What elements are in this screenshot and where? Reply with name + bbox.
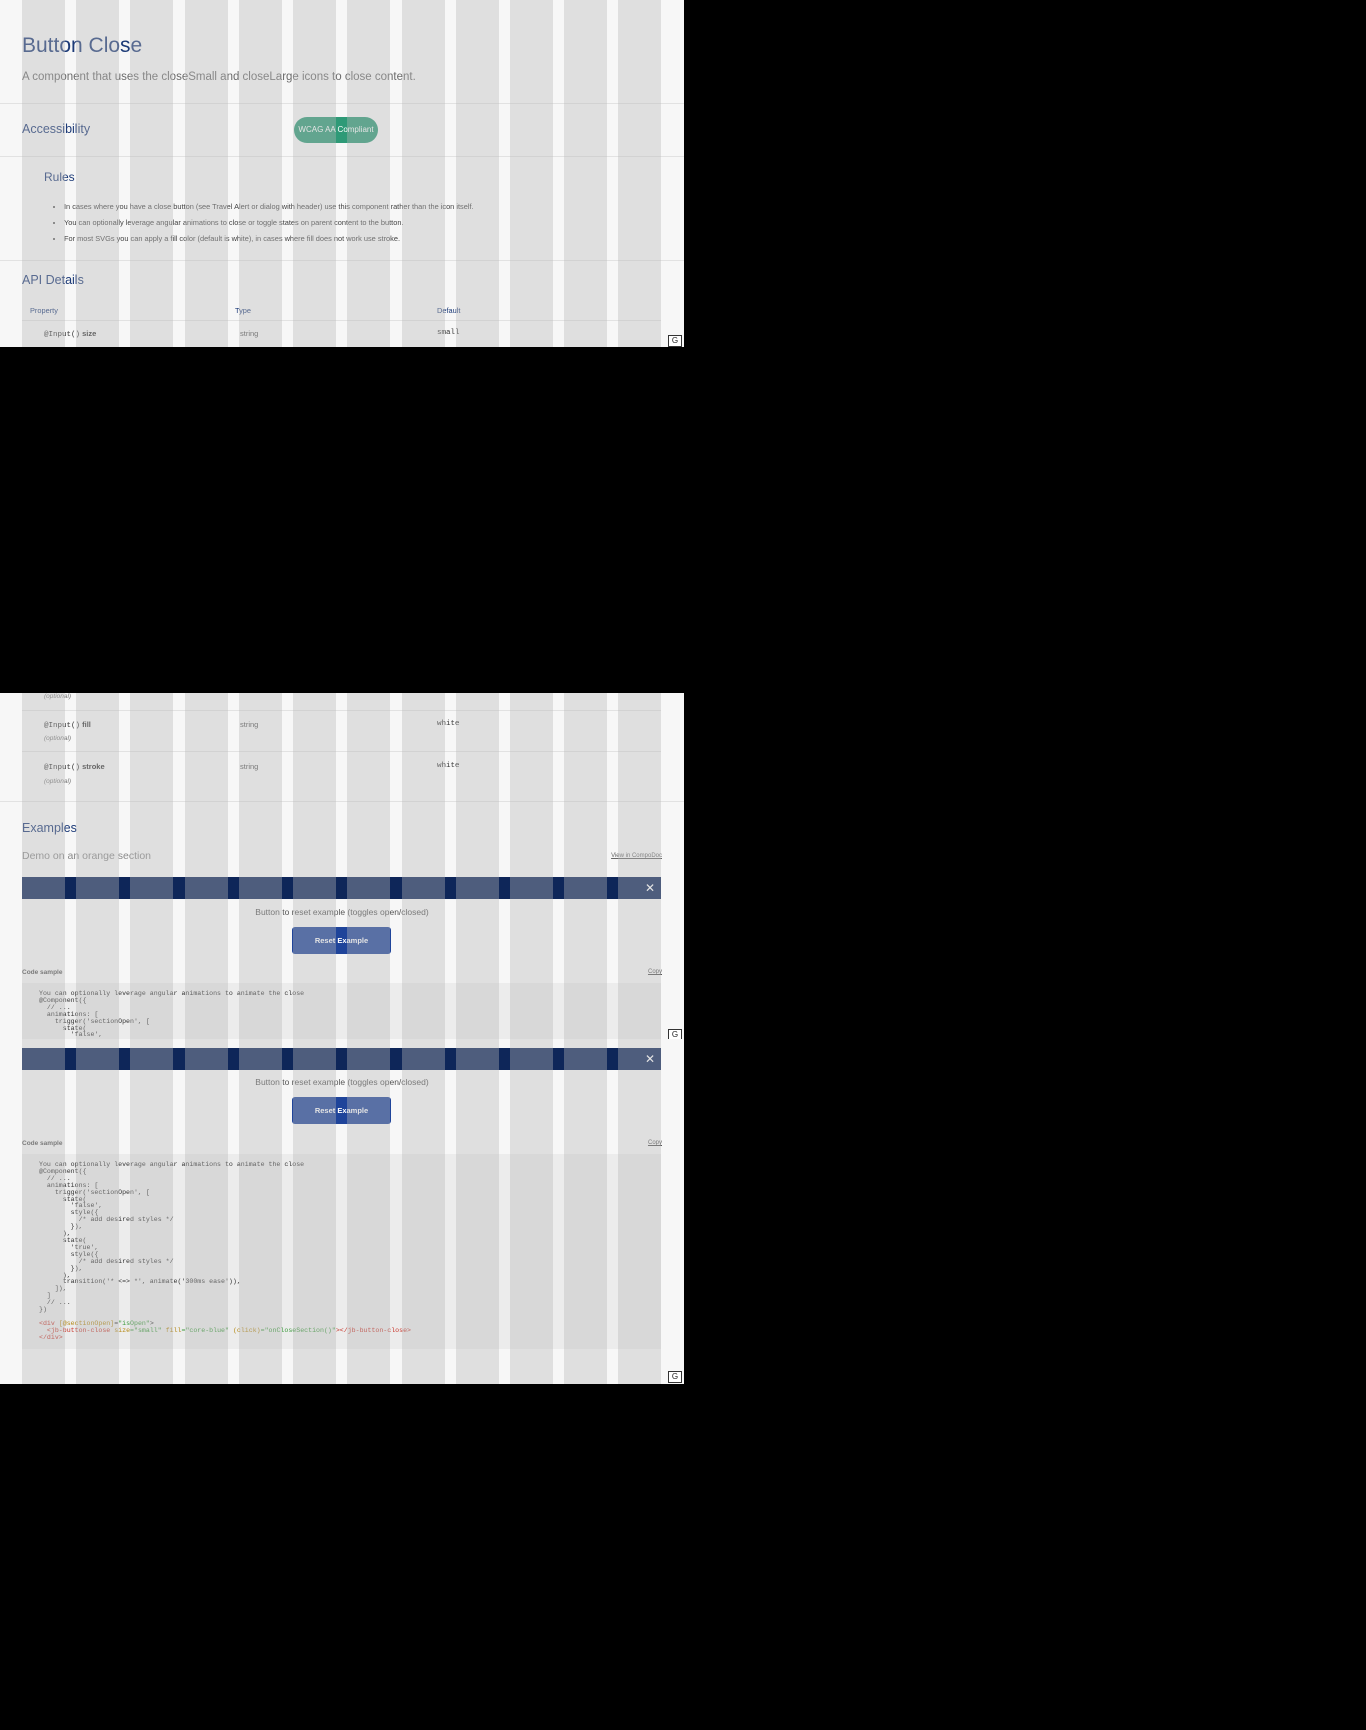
viewport-frame-bottom: [0, 1039, 684, 1384]
divider: [0, 260, 684, 261]
divider: [0, 156, 684, 157]
page-title: Button Close: [22, 34, 143, 57]
property-name: size: [82, 329, 97, 338]
optional-label: (optional): [44, 735, 72, 742]
demo-label: Demo on an orange section: [22, 850, 151, 862]
column-header-property: Property: [30, 306, 58, 315]
table-row-stroke: [44, 762, 105, 772]
optional-label: (optional): [44, 693, 72, 700]
type-cell: string: [240, 329, 259, 338]
close-icon[interactable]: ✕: [644, 1052, 655, 1066]
rules-list: [52, 199, 474, 247]
examples-title: Examples: [22, 821, 77, 835]
default-cell: white: [437, 720, 460, 728]
api-details-title: API Details: [22, 273, 84, 287]
reset-description: Button to reset example (toggles open/closed): [255, 1077, 429, 1087]
code-block: You can optionally leverage angular animations to animate the close @Component({ // ... animations: [ trigger('sectionOpen', [ state( 'false',: [39, 990, 305, 1039]
decorator-text: @Input(): [44, 331, 81, 339]
decorator-text: @Input(): [44, 722, 81, 730]
copy-link[interactable]: Copy: [647, 969, 662, 975]
grid-toggle-button[interactable]: G: [668, 1371, 682, 1383]
reset-example-button[interactable]: Reset Example: [292, 927, 391, 954]
rule-item: • For most SVGs you can apply a fill color (default is white), in cases where fill does not work use stroke.: [64, 231, 474, 247]
accessibility-title: Accessibility: [22, 122, 91, 136]
reset-description: Button to reset example (toggles open/closed): [255, 907, 429, 917]
table-row-size: [44, 329, 96, 339]
wcag-badge: WCAG AA Compliant: [294, 117, 378, 143]
grid-toggle-button[interactable]: G: [668, 1029, 682, 1039]
rule-item: • In cases where you have a close button (see Travel Alert or dialog with header) use this component rather than the icon itself.: [64, 199, 474, 215]
type-cell: string: [240, 720, 259, 729]
divider: [0, 103, 684, 104]
property-name: fill: [82, 720, 91, 729]
page-subtitle: A component that uses the closeSmall and closeLarge icons to close content.: [22, 71, 416, 83]
table-divider: [22, 710, 661, 711]
close-icon[interactable]: ✕: [644, 881, 655, 895]
code-sample-label: Code sample: [22, 969, 63, 976]
rule-item: • You can optionally leverage angular animations to close or toggle states on parent content to the button.: [64, 215, 474, 231]
viewport-frame-top: [0, 0, 684, 347]
demo-section-bar: [22, 877, 661, 899]
code-sample-box: [22, 1154, 661, 1349]
table-row-fill: [44, 720, 91, 730]
column-header-type: Type: [235, 306, 252, 315]
view-in-compodoc-link[interactable]: View in CompoDoc: [611, 853, 662, 859]
property-name: stroke: [82, 762, 105, 771]
rules-title: Rules: [44, 170, 75, 184]
code-sample-label: Code sample: [22, 1140, 63, 1147]
viewport-frame-middle: [0, 693, 684, 1039]
default-cell: small: [437, 329, 460, 337]
table-divider: [22, 320, 661, 321]
grid-toggle-button[interactable]: G: [668, 335, 682, 347]
default-cell: white: [437, 762, 460, 770]
reset-example-button[interactable]: Reset Example: [292, 1097, 391, 1124]
table-divider: [22, 751, 661, 752]
code-block: You can optionally leverage angular animations to animate the close @Component({ // ... animations: [ trigger('sectionOpen', [ state( 'false', style({ /* add desired styles */ }), ), state( 'true', style({ /* add desired styles */ }), ), transition('* <=> *', animate('300ms ease')), ]), ] // ... }) <div [@sectionOpen]="isOpen"> <jb-button-close size="small" fill="core-blue" (click)="onCloseSection()"></jb-button-close> </div>: [39, 1161, 412, 1341]
decorator-text: @Input(): [44, 764, 81, 772]
divider: [0, 801, 684, 802]
code-sample-box: [22, 983, 661, 1039]
type-cell: string: [240, 762, 259, 771]
demo-section-bar: [22, 1048, 661, 1070]
copy-link[interactable]: Copy: [647, 1140, 662, 1146]
optional-label: (optional): [44, 778, 72, 785]
column-header-default: Default: [437, 306, 461, 315]
